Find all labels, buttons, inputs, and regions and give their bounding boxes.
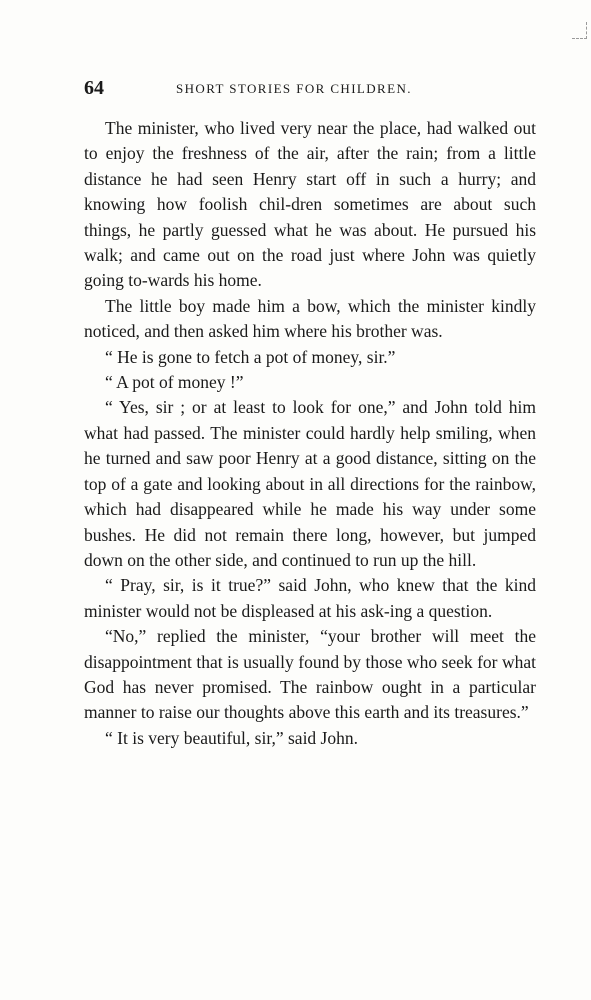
paragraph: The little boy made him a bow, which the minister kindly noticed, and then asked him where his brother was. [84,295,536,342]
paragraph: “ Pray, sir, is it true?” said John, who knew that the kind minister would not be displeased at his ask-ing a question. [84,575,536,621]
body-text [84,116,536,751]
paragraph: “ He is gone to fetch a pot of money, sir.” [105,346,396,367]
paragraph: The minister, who lived very near the place, had walked out to enjoy the freshness of the air, after the rain; from a little distance he had seen Henry start off in such a hurry; and knowing how foolish chil-dren sometimes are about such things, he partly guessed what he was about. He pursued his walk; and came out on the road just where John was quietly going to-wards his home. [84,118,536,291]
running-head: SHORT STORIES FOR CHILDREN. [176,81,412,96]
paragraph: “No,” replied the minister, “your brother will meet the disappointment that is usually found by those who seek for what God has never promised. The rainbow ought in a particular manner to raise our thoughts above this earth and its treasures.” [84,626,536,723]
paragraph: “ Yes, sir ; or at least to look for one,” and John told him what had passed. The minister could hardly help smiling, when he turned and saw poor Henry at a good distance, sitting on the top of a gate and looking about in all directions for the rainbow, which had disappeared while he made his way under some bushes. He did not remain there long, however, but jumped down on the other side, and continued to run up the hill. [84,397,536,570]
paragraph: “ A pot of money !” [105,372,244,393]
page-number: 64 [84,77,104,99]
page-header [84,76,536,100]
paragraph: “ It is very beautiful, sir,” said John. [105,727,358,748]
page-edge-mark [572,22,587,39]
